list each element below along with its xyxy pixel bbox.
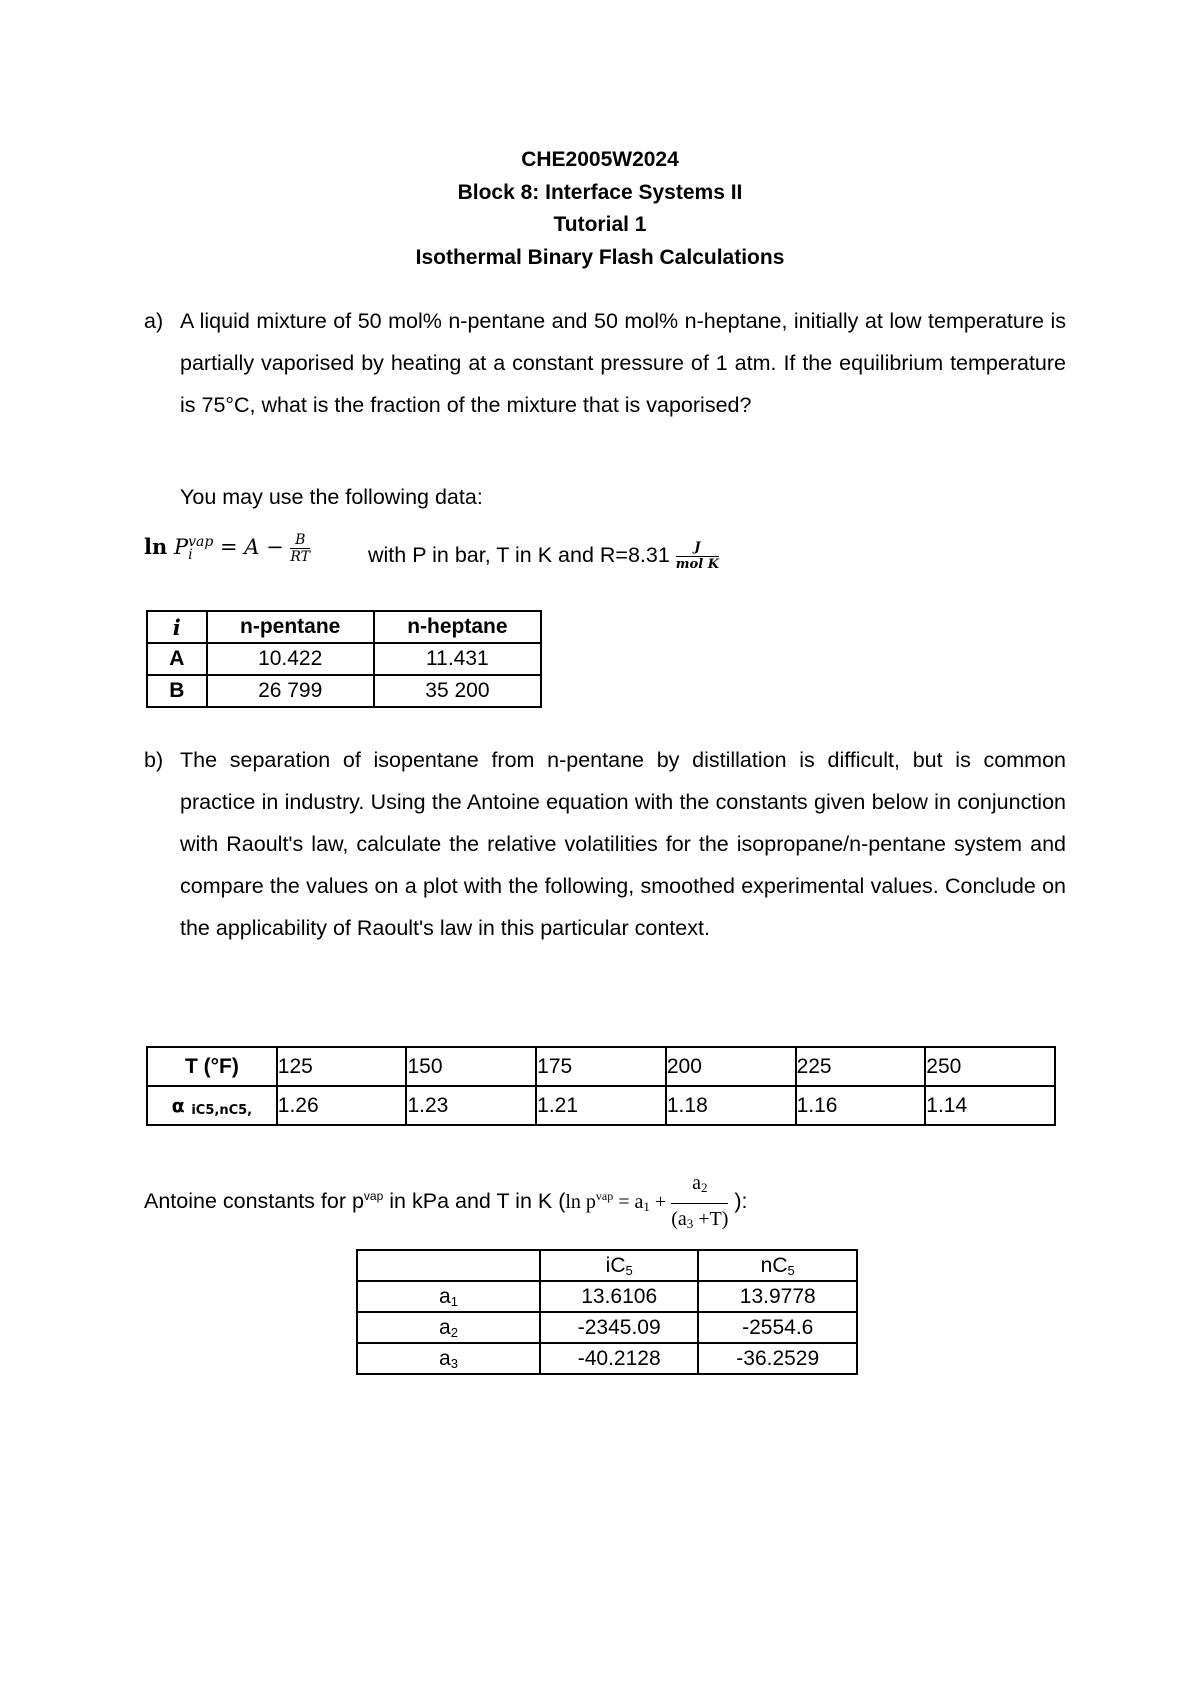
table-cell: 1.14: [925, 1086, 1055, 1125]
table-cell: -2554.6: [698, 1312, 857, 1343]
data-intro: You may use the following data:: [180, 485, 483, 509]
table-row: [147, 611, 541, 643]
row-label: $a_1$: [357, 1281, 540, 1312]
table-row: [147, 1086, 1055, 1125]
units-note: with P in bar, T in K and R=8.31 $\frac{J}{\text{mol K}}$: [368, 540, 719, 572]
row-label: α $_{iC5,nC5,}$: [147, 1086, 277, 1125]
table-cell: 1.23: [406, 1086, 536, 1125]
relative-volatility-table: [146, 1046, 1056, 1126]
table-header-cell: [357, 1250, 540, 1281]
table-cell: 13.9778: [698, 1281, 857, 1312]
antoine-description: Antoine constants for $p^{vap}$ in kPa and T in K (ln $p^{vap} = a_1$ + $\frac{a_2}{(a_3 +T)}$ ):: [144, 1168, 748, 1239]
antoine-constants-table: [356, 1249, 858, 1375]
table-header-cell: n-heptane: [374, 611, 541, 643]
part-a-question: A liquid mixture of 50 mol% n-pentane and 50 mol% n-heptane, initially at low temperature is partially vaporised by heating at a constant pressure of 1 atm. If the equilibrium temperature is 75°C, what is the fraction of the mixture that is vaporised?: [180, 309, 1066, 417]
table-row: [357, 1312, 857, 1343]
table-header-cell: i: [147, 611, 207, 643]
table-cell: 1.26: [277, 1086, 407, 1125]
table-cell: 10.422: [207, 643, 374, 675]
table-cell: 13.6106: [540, 1281, 699, 1312]
block-title: Block 8: Interface Systems II: [457, 180, 743, 204]
table-cell: -2345.09: [540, 1312, 699, 1343]
table-cell: 200: [666, 1047, 796, 1086]
table-row: [147, 1047, 1055, 1086]
row-label: B: [147, 675, 207, 707]
table-header-cell: n-pentane: [207, 611, 374, 643]
part-b-question: The separation of isopentane from n-pentane by distillation is difficult, but is common practice in industry. Using the Antoine equation with the constants given below in conjunction with Raoult's law, calculate the relative volatilities for the isopropane/n-pentane system and compare the values on a plot with the following, smoothed experimental values. Conclude on the applicability of Raoult's law in this particular context.: [180, 748, 1066, 940]
table-cell: -40.2128: [540, 1343, 699, 1374]
table-cell: 225: [796, 1047, 926, 1086]
course-code: CHE2005W2024: [521, 148, 679, 171]
part-b-label: b): [144, 748, 164, 772]
vapour-pressure-equation: ln P vap i = A − $\frac{B}{RT}$: [144, 532, 311, 565]
title-block: [0, 144, 1200, 274]
table-header-cell: $iC_5$: [540, 1250, 699, 1281]
table-cell: 1.16: [796, 1086, 926, 1125]
topic-title: Isothermal Binary Flash Calculations: [415, 245, 785, 269]
table-header-cell: $nC_5$: [698, 1250, 857, 1281]
table-row: [357, 1343, 857, 1374]
table-cell: 150: [406, 1047, 536, 1086]
table-cell: 26 799: [207, 675, 374, 707]
part-a-label: a): [144, 309, 164, 333]
table-cell: 250: [925, 1047, 1055, 1086]
table-cell: -36.2529: [698, 1343, 857, 1374]
row-label: A: [147, 643, 207, 675]
table-cell: 35 200: [374, 675, 541, 707]
row-label: $a_3$: [357, 1343, 540, 1374]
tutorial-title: Tutorial 1: [553, 213, 647, 236]
table-cell: 175: [536, 1047, 666, 1086]
table-cell: 1.18: [666, 1086, 796, 1125]
table-row: [147, 675, 541, 707]
row-label: $a_2$: [357, 1312, 540, 1343]
table-row: [357, 1281, 857, 1312]
table-cell: 1.21: [536, 1086, 666, 1125]
table-row: [147, 643, 541, 675]
table-row: [357, 1250, 857, 1281]
table-cell: 125: [277, 1047, 407, 1086]
antoine-ab-table: [146, 610, 542, 708]
table-cell: 11.431: [374, 643, 541, 675]
row-label: T (°F): [147, 1047, 277, 1086]
antoine-equation: $\ln p^{vap} = a_1$ + $\frac{a_2}{(a_3 +T)}$: [565, 1191, 728, 1213]
